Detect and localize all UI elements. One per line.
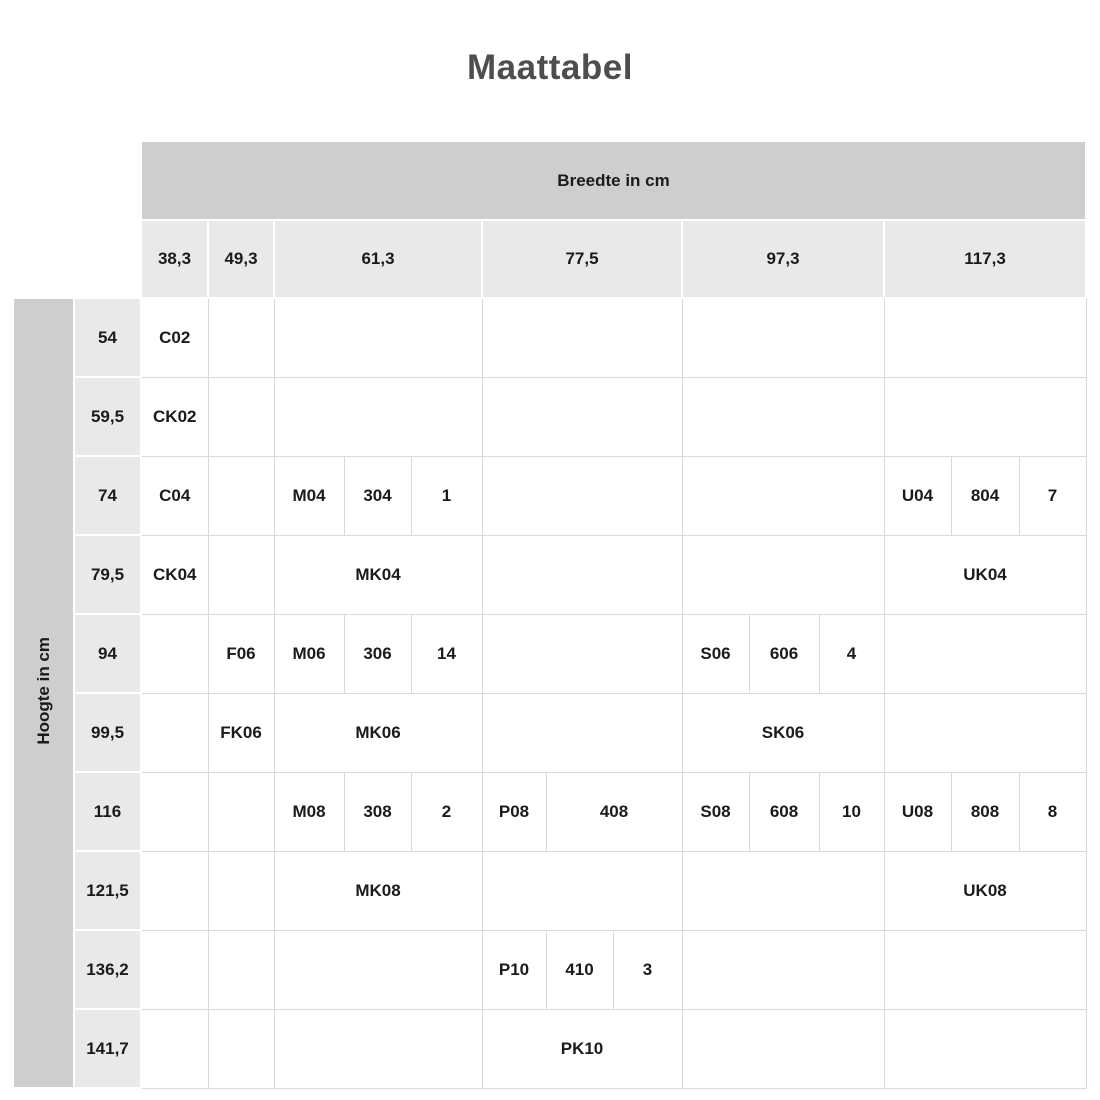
height-header: 94	[74, 614, 141, 693]
size-code-cell: U04	[884, 456, 951, 535]
empty-cell	[682, 535, 884, 614]
empty-cell	[208, 930, 274, 1009]
empty-cell	[884, 693, 1086, 772]
empty-cell	[208, 456, 274, 535]
size-code-cell: MK06	[274, 693, 482, 772]
size-code-cell: MK08	[274, 851, 482, 930]
empty-cell	[274, 377, 482, 456]
height-header: 74	[74, 456, 141, 535]
empty-cell	[884, 298, 1086, 377]
empty-cell	[482, 456, 682, 535]
empty-cell	[682, 377, 884, 456]
height-header: 99,5	[74, 693, 141, 772]
empty-cell	[884, 1009, 1086, 1088]
empty-cell	[274, 298, 482, 377]
width-header: 97,3	[682, 220, 884, 298]
empty-cell	[141, 851, 208, 930]
empty-cell	[482, 614, 682, 693]
size-code-cell: C04	[141, 456, 208, 535]
size-table	[12, 140, 1087, 1089]
width-axis-header: Breedte in cm	[141, 141, 1086, 220]
empty-cell	[884, 930, 1086, 1009]
empty-cell	[141, 614, 208, 693]
size-code-cell: SK06	[682, 693, 884, 772]
empty-cell	[682, 1009, 884, 1088]
empty-cell	[141, 930, 208, 1009]
size-code-cell: PK10	[482, 1009, 682, 1088]
height-header: 79,5	[74, 535, 141, 614]
size-code-cell: 308	[344, 772, 411, 851]
size-code-cell: CK04	[141, 535, 208, 614]
empty-cell	[884, 614, 1086, 693]
empty-cell	[208, 377, 274, 456]
size-code-cell: 4	[819, 614, 884, 693]
size-code-cell: FK06	[208, 693, 274, 772]
size-code-cell: MK04	[274, 535, 482, 614]
empty-cell	[482, 851, 682, 930]
size-code-cell: 408	[546, 772, 682, 851]
empty-cell	[208, 772, 274, 851]
corner-spacer	[13, 220, 141, 298]
size-code-cell: M06	[274, 614, 344, 693]
height-header: 141,7	[74, 1009, 141, 1088]
size-code-cell: C02	[141, 298, 208, 377]
empty-cell	[482, 298, 682, 377]
size-code-cell: S06	[682, 614, 749, 693]
size-code-cell: 808	[951, 772, 1019, 851]
empty-cell	[141, 693, 208, 772]
width-header: 61,3	[274, 220, 482, 298]
size-code-cell: F06	[208, 614, 274, 693]
size-code-cell: 410	[546, 930, 613, 1009]
empty-cell	[274, 930, 482, 1009]
height-header: 136,2	[74, 930, 141, 1009]
width-header: 38,3	[141, 220, 208, 298]
size-table-body	[13, 141, 1086, 1088]
empty-cell	[682, 456, 884, 535]
size-code-cell: 2	[411, 772, 482, 851]
empty-cell	[682, 930, 884, 1009]
size-code-cell: UK08	[884, 851, 1086, 930]
size-code-cell: 606	[749, 614, 819, 693]
size-code-cell: 1	[411, 456, 482, 535]
size-code-cell: 306	[344, 614, 411, 693]
page-title: Maattabel	[467, 48, 633, 87]
height-axis-label: Hoogte in cm	[33, 636, 53, 745]
empty-cell	[208, 298, 274, 377]
height-header: 116	[74, 772, 141, 851]
size-code-cell: CK02	[141, 377, 208, 456]
empty-cell	[208, 535, 274, 614]
size-code-cell: 14	[411, 614, 482, 693]
size-code-cell: 7	[1019, 456, 1086, 535]
empty-cell	[682, 298, 884, 377]
empty-cell	[884, 377, 1086, 456]
size-code-cell: 804	[951, 456, 1019, 535]
empty-cell	[274, 1009, 482, 1088]
height-header: 59,5	[74, 377, 141, 456]
size-code-cell: P08	[482, 772, 546, 851]
empty-cell	[482, 535, 682, 614]
empty-cell	[141, 1009, 208, 1088]
empty-cell	[682, 851, 884, 930]
height-axis-header	[13, 298, 74, 1088]
height-header: 54	[74, 298, 141, 377]
width-header: 49,3	[208, 220, 274, 298]
width-header: 117,3	[884, 220, 1086, 298]
size-code-cell: M08	[274, 772, 344, 851]
size-code-cell: P10	[482, 930, 546, 1009]
empty-cell	[482, 693, 682, 772]
size-code-cell: M04	[274, 456, 344, 535]
size-code-cell: S08	[682, 772, 749, 851]
width-header: 77,5	[482, 220, 682, 298]
corner-spacer	[13, 141, 141, 220]
size-code-cell: 304	[344, 456, 411, 535]
height-header: 121,5	[74, 851, 141, 930]
empty-cell	[208, 1009, 274, 1088]
empty-cell	[482, 377, 682, 456]
empty-cell	[141, 772, 208, 851]
size-code-cell: U08	[884, 772, 951, 851]
size-code-cell: UK04	[884, 535, 1086, 614]
size-code-cell: 8	[1019, 772, 1086, 851]
size-code-cell: 608	[749, 772, 819, 851]
size-code-cell: 10	[819, 772, 884, 851]
empty-cell	[208, 851, 274, 930]
size-code-cell: 3	[613, 930, 682, 1009]
